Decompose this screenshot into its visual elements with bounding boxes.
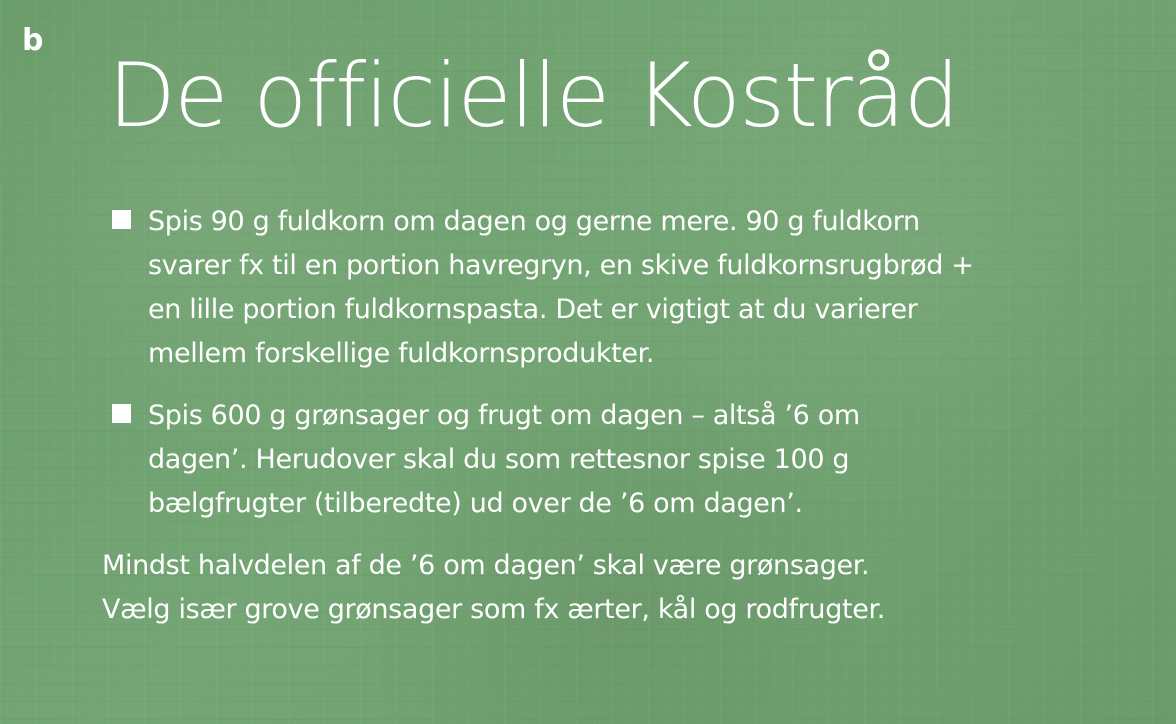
- summary-note: [102, 544, 1102, 632]
- bullet-line: svarer fx til en portion havregryn, en skive fuldkornsrugbrød +: [148, 250, 974, 281]
- bullet-line: mellem forskellige fuldkornsprodukter.: [148, 338, 655, 369]
- recommendation-list: [112, 200, 1122, 544]
- bullet-line: bælgfrugter (tilberedte) ud over de ’6 om dagen’.: [148, 488, 803, 519]
- summary-line: Vælg især grove grønsager som fx ærter, kål og rodfrugter.: [102, 594, 885, 625]
- bullet-line: dagen’. Herudover skal du som rettesnor spise 100 g: [148, 444, 850, 475]
- bullet-line: en lille portion fuldkornspasta. Det er vigtigt at du varierer: [148, 294, 918, 325]
- square-bullet-icon: [112, 210, 131, 229]
- summary-line: Mindst halvdelen af de ’6 om dagen’ skal være grønsager.: [102, 550, 870, 581]
- section-badge: b: [22, 23, 44, 58]
- bullet-item-fuldkorn: [112, 200, 1122, 376]
- bullet-line: Spis 600 g grønsager og frugt om dagen – altså ’6 om: [148, 400, 860, 431]
- square-bullet-icon: [112, 404, 131, 423]
- bullet-line: Spis 90 g fuldkorn om dagen og gerne mere. 90 g fuldkorn: [148, 206, 920, 237]
- bullet-item-groensager: [112, 394, 1122, 526]
- page-title: De officielle Kostråd: [108, 44, 959, 147]
